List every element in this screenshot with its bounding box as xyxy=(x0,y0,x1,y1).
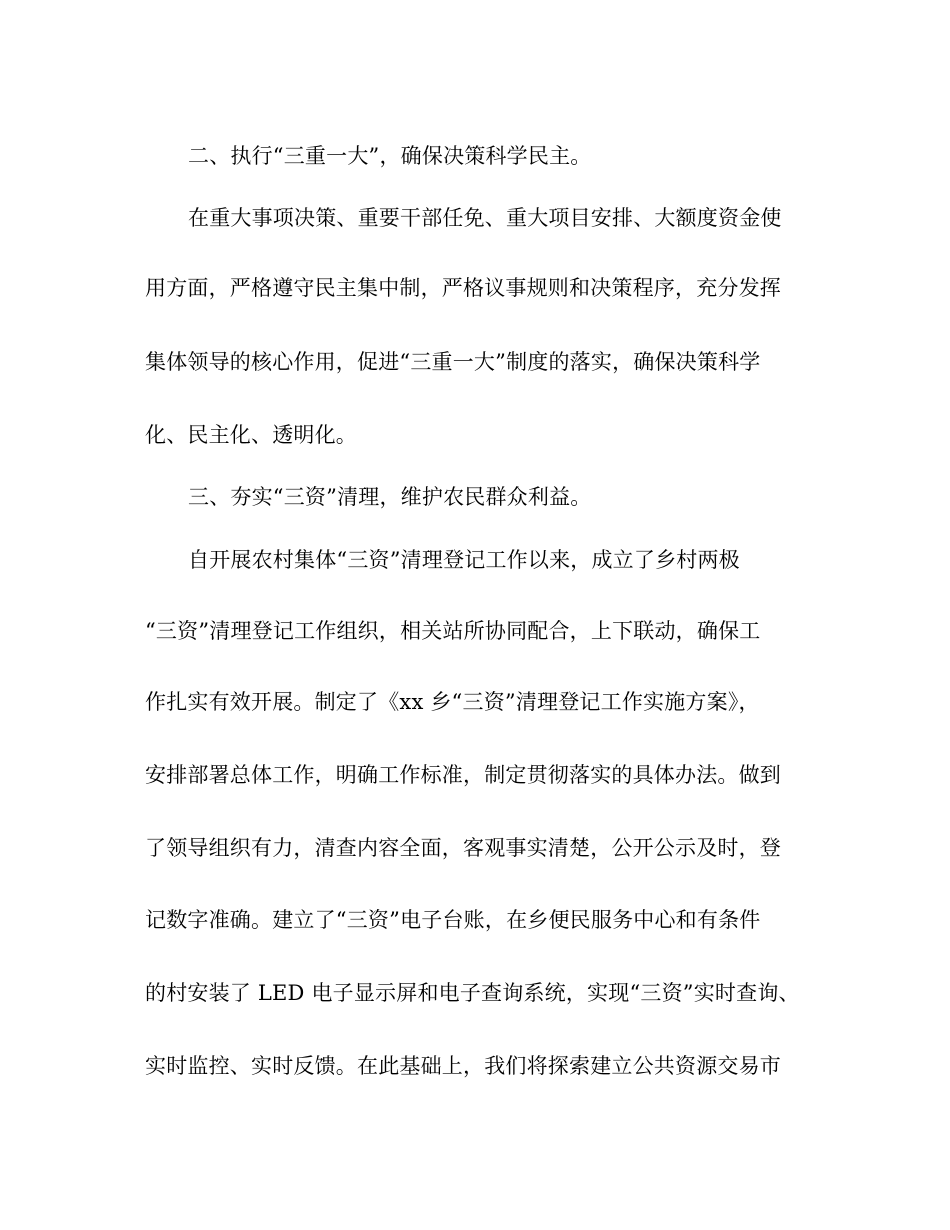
section-heading-3: 三、夯实“三资”清理，维护农民群众利益。 xyxy=(188,485,592,509)
paragraph-line: 安排部署总体工作，明确工作标准，制定贯彻落实的具体办法。做到 xyxy=(145,763,781,787)
paragraph-line: 实时监控、实时反馈。在此基础上，我们将探索建立公共资源交易市 xyxy=(145,1054,781,1078)
paragraph-line: 集体领导的核心作用，促进“三重一大”制度的落实，确保决策科学 xyxy=(145,350,761,374)
section-heading-2: 二、执行“三重一大”，确保决策科学民主。 xyxy=(188,144,592,168)
paragraph-line: 化、民主化、透明化。 xyxy=(145,423,357,447)
paragraph-line: 作扎实有效开展。制定了《xx 乡“三资”清理登记工作实施方案》， xyxy=(145,690,760,714)
paragraph-line: 用方面，严格遵守民主集中制，严格议事规则和决策程序，充分发挥 xyxy=(145,276,781,300)
paragraph-line: “三资”清理登记工作组织，相关站所协同配合，上下联动，确保工 xyxy=(145,619,761,643)
paragraph-line: 在重大事项决策、重要干部任免、重大项目安排、大额度资金使 xyxy=(188,206,782,230)
paragraph-line: 了领导组织有力，清查内容全面，客观事实清楚，公开公示及时，登 xyxy=(145,836,781,860)
paragraph-line: 自开展农村集体“三资”清理登记工作以来，成立了乡村两极 xyxy=(188,548,740,572)
paragraph-line: 记数字准确。建立了“三资”电子台账，在乡便民服务中心和有条件 xyxy=(145,908,761,932)
paragraph-line: 的村安装了 LED 电子显示屏和电子查询系统，实现“三资”实时查询、 xyxy=(145,981,800,1005)
